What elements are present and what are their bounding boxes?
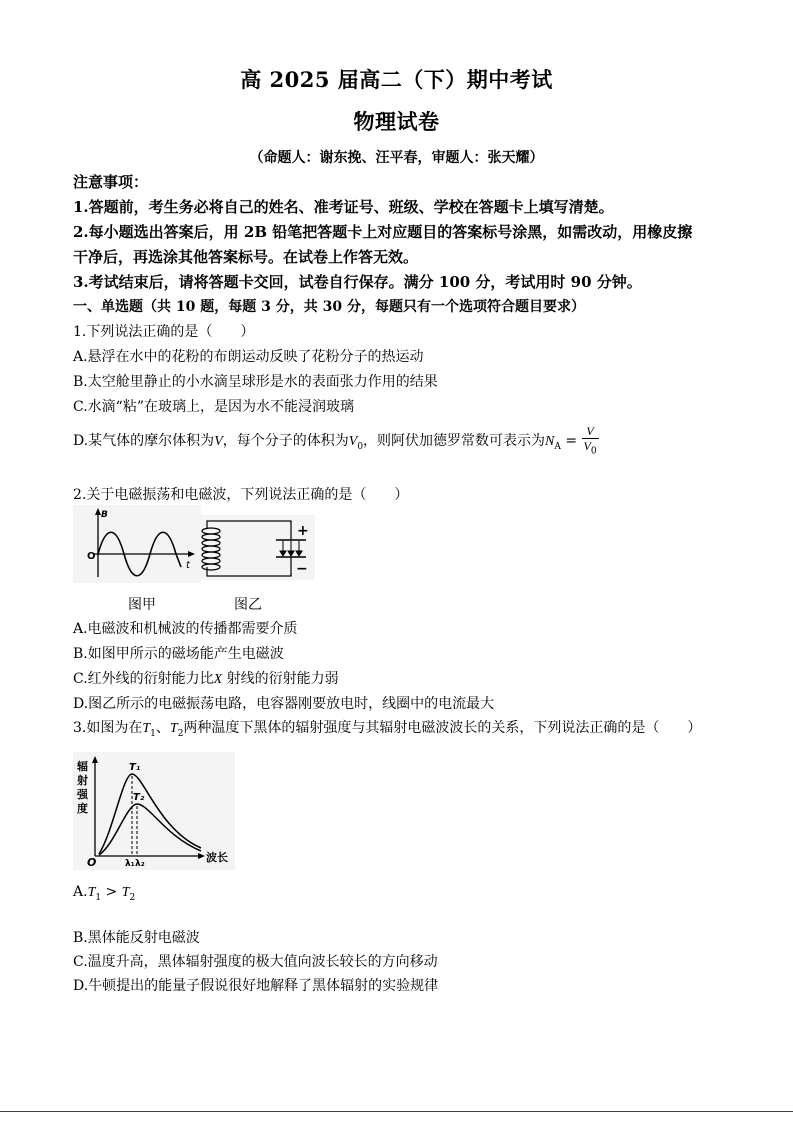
fig-jia-y-label: B: [101, 510, 108, 520]
fig-lambda2-label: λ₂: [135, 859, 145, 869]
q3-option-d: D.牛顿提出的能量子假说很好地解释了黑体辐射的实验规律: [73, 978, 439, 994]
notice-item: 2.每小题选出答案后，用 2B 铅笔把答题卡上对应题目的答案标号涂黑，如需改动，用橡皮擦: [73, 223, 693, 241]
exam-title: 高 2025 届高二（下）期中考试: [240, 67, 553, 92]
q2-option-b: B.如图甲所示的磁场能产生电磁波: [73, 646, 284, 662]
q2-option-c: C.红外线的衍射能力比X 射线的衍射能力弱: [73, 671, 339, 687]
fig-y-char-2: 射: [77, 774, 88, 787]
q1-option-a: A.悬浮在水中的花粉的布朗运动反映了花粉分子的热运动: [73, 349, 424, 365]
fig-x-label: 波长: [206, 851, 228, 864]
fraction-v-over-v0: $\frac{V}{V_0}$: [583, 424, 597, 457]
q3-option-a: $A.T_1 > T_2$: [73, 884, 136, 903]
q2-option-d: D.图乙所示的电磁振荡电路，电容器刚要放电时，线圈中的电流最大: [73, 696, 495, 712]
fig-yi-minus: −: [296, 561, 308, 577]
notice-item: 干净后，再选涂其他答案标号。在试卷上作答无效。: [73, 248, 419, 266]
figure-blackbody-radiation: [73, 752, 235, 870]
fig-lambda1-label: λ₁: [125, 859, 135, 869]
figure-jia-caption: 图甲: [128, 597, 156, 613]
fig-jia-origin: O: [87, 551, 96, 562]
fig-y-char-1: 辐: [77, 760, 88, 773]
exam-subtitle: 物理试卷: [353, 109, 440, 134]
fig-yi-plus: +: [297, 523, 309, 539]
section-heading: 一、单选题（共 10 题，每题 3 分，共 30 分，每题只有一个选项符合题目要求）: [73, 299, 585, 315]
q1-option-d: D.某气体的摩尔体积为V，每个分子的体积为$V_0$，则阿伏加德罗常数可表示为$N_A$ = $\frac{V}{V_0}$: [73, 424, 597, 457]
figure-yi-caption: 图乙: [234, 597, 262, 613]
fig-y-char-4: 度: [77, 802, 88, 815]
q3-option-b: B.黑体能反射电磁波: [73, 930, 200, 946]
fig-y-char-3: 强: [77, 788, 88, 801]
fig-origin: O: [87, 856, 97, 869]
notice-heading: 注意事项：: [73, 173, 149, 191]
notice-item: 3.考试结束后，请将答题卡交回，试卷自行保存。满分 100 分，考试用时 90 分钟。: [73, 273, 642, 291]
q1-option-c: C.水滴“粘”在玻璃上，是因为水不能浸润玻璃: [73, 399, 354, 415]
q2-option-a: A.电磁波和机械波的传播都需要介质: [73, 621, 298, 637]
q3-option-c: C.温度升高，黑体辐射强度的极大值向波长较长的方向移动: [73, 954, 438, 970]
page-bottom-rule: [0, 1111, 793, 1112]
figure-jia-sine-wave: [73, 505, 201, 583]
exam-authors: （命题人：谢东挽、汪平春，审题人：张天耀）: [249, 150, 544, 166]
notice-item: 1.答题前，考生务必将自己的姓名、准考证号、班级、学校在答题卡上填写清楚。: [73, 198, 614, 216]
fig-t2-label: T₂: [133, 792, 145, 803]
q1-option-b: B.太空舱里静止的小水滴呈球形是水的表面张力作用的结果: [73, 374, 438, 390]
fig-t1-label: T₁: [129, 762, 141, 773]
q2-stem: 2.关于电磁振荡和电磁波，下列说法正确的是（ ）: [73, 487, 409, 503]
figure-yi-lc-circuit: [200, 515, 315, 580]
fig-jia-x-label: t: [186, 560, 190, 571]
q1-stem: 1.下列说法正确的是（ ）: [73, 324, 255, 340]
q3-stem: 3.如图为在$T_1$、$T_2$两种温度下黑体的辐射强度与其辐射电磁波波长的关系，下列说法正确的是（ ）: [73, 720, 702, 739]
